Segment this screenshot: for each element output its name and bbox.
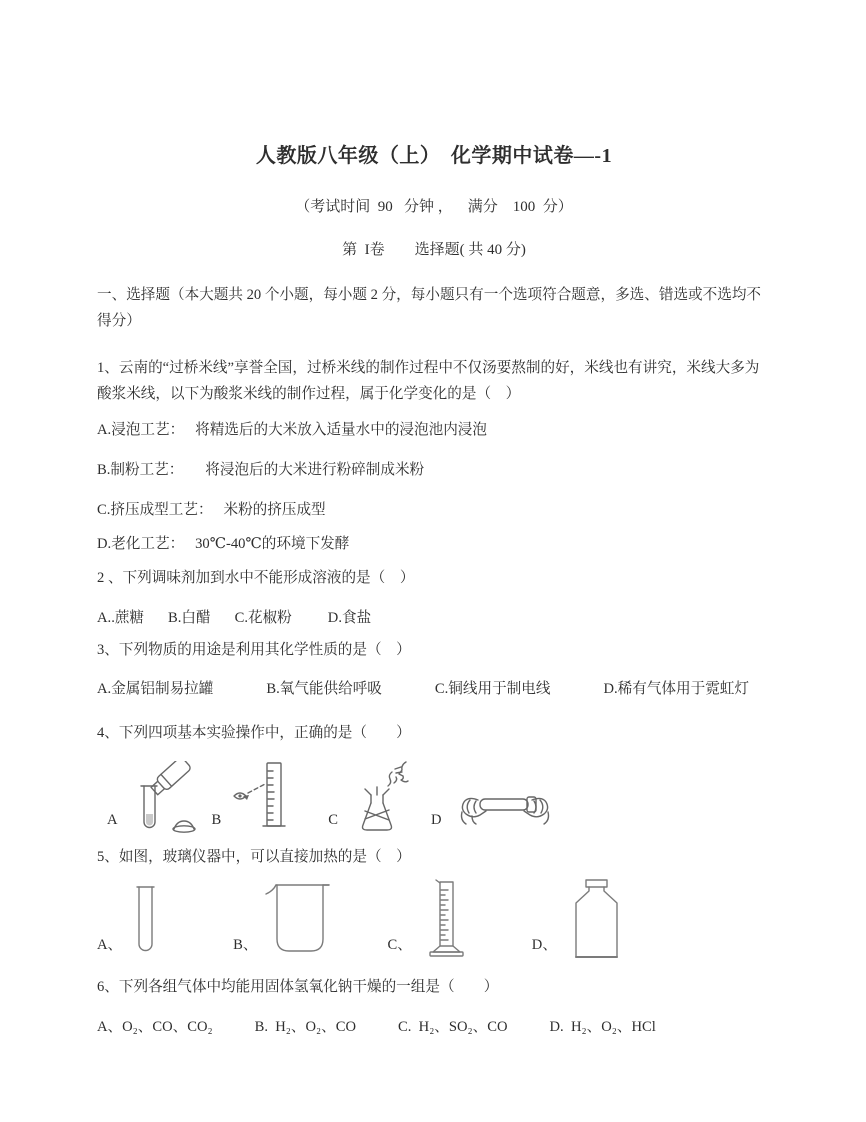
question-1-stem: 1、云南的“过桥米线”享誉全国，过桥米线的制作过程中不仅汤要熬制的好，米线也有讲究，米线大多为酸浆米线，以下为酸浆米线的制作过程，属于化学变化的是（ ）	[97, 360, 760, 402]
exam-info: （考试时间 90 分钟 ， 满分 100 分）	[295, 199, 573, 215]
question-2-option-d: D.食盐	[327, 610, 372, 626]
figure-4a-label: A	[107, 812, 118, 828]
question-3-options	[97, 676, 771, 702]
figure-5a-label: A、	[97, 937, 123, 953]
figure-4b-label: B	[211, 812, 222, 828]
figure-4b	[212, 759, 294, 837]
question-1-option-b: B.制粉工艺： 将浸泡后的大米进行粉碎制成米粉	[97, 462, 425, 478]
figure-5b-label: B、	[233, 937, 258, 953]
beaker-figure	[263, 878, 339, 962]
question-1	[97, 355, 771, 557]
question-4-stem: 4、下列四项基本实验操作中，正确的是（ ）	[97, 725, 411, 741]
wide-mouth-reagent-bottle-figure	[563, 876, 629, 962]
figure-4d-label: D	[431, 812, 442, 828]
question-2	[97, 565, 771, 631]
question-3-option-d: D.稀有气体用于霓虹灯	[603, 681, 749, 697]
question-2-option-c: C.花椒粉	[234, 610, 292, 626]
question-1-option-c: C.挤压成型工艺： 米粉的挤压成型	[97, 502, 326, 518]
question-6	[97, 974, 771, 1040]
question-6-option-a: A、O₂、CO、CO₂	[97, 1019, 213, 1035]
section-intro: 一、选择题（本大题共 20 个小题，每小题 2 分，每小题只有一个选项符合题意，多选、错选或不选均不得分）	[97, 287, 762, 329]
read-graduated-cylinder-figure	[227, 759, 293, 837]
question-4	[97, 720, 771, 837]
graduated-cylinder-figure	[418, 878, 474, 962]
question-3-stem: 3、下列物质的用途是利用其化学性质的是（ ）	[97, 642, 411, 658]
section-header: 第 I卷 选择题( 共 40 分)	[342, 242, 526, 258]
question-6-stem: 6、下列各组气体中均能用固体氢氧化钠干燥的一组是（ ）	[97, 979, 499, 995]
pour-liquid-into-test-tube-figure	[124, 761, 212, 837]
question-2-option-b: B.白醋	[168, 610, 211, 626]
question-1-option-a: A.浸泡工艺： 将精选后的大米放入适量水中的浸泡池内浸泡	[97, 422, 487, 438]
question-3-option-a: A.金属铝制易拉罐	[97, 681, 214, 697]
question-5-stem: 5、如图，玻璃仪器中，可以直接加热的是（ ）	[97, 849, 411, 865]
question-3	[97, 637, 771, 702]
question-3-option-b: B.氧气能供给呼吸	[266, 681, 382, 697]
figure-5a	[97, 878, 162, 962]
page-title: 人教版八年级（上） 化学期中试卷—-1	[255, 145, 613, 167]
figure-5d	[532, 876, 629, 962]
figure-5c-label: C、	[387, 937, 412, 953]
figure-4a	[107, 761, 212, 837]
question-6-options	[97, 1014, 771, 1040]
question-5-figures	[97, 872, 771, 962]
question-4-figures	[97, 755, 771, 837]
question-2-stem: 2 、下列调味剂加到水中不能形成溶液的是（ ）	[97, 570, 415, 586]
question-5	[97, 844, 771, 962]
question-6-option-b: B. H₂、O₂、CO	[254, 1019, 356, 1035]
figure-4d	[431, 773, 560, 837]
question-3-option-c: C.铜线用于制电线	[434, 681, 551, 697]
figure-4c	[328, 757, 410, 837]
smell-gas-directly-figure	[344, 757, 410, 837]
figure-5c	[387, 878, 473, 962]
hold-test-tube-with-hands-figure	[448, 773, 560, 837]
figure-5d-label: D、	[531, 937, 557, 953]
question-2-options	[97, 605, 771, 631]
test-tube-figure	[128, 878, 162, 962]
question-6-option-c: C. H₂、SO₂、CO	[398, 1019, 508, 1035]
figure-5b	[233, 878, 339, 962]
question-1-option-d: D.老化工艺： 30℃-40℃的环境下发酵	[97, 536, 350, 552]
question-2-option-a: A..蔗糖	[97, 610, 145, 626]
figure-4c-label: C	[328, 812, 339, 828]
question-6-option-d: D. H₂、O₂、HCl	[549, 1019, 656, 1035]
